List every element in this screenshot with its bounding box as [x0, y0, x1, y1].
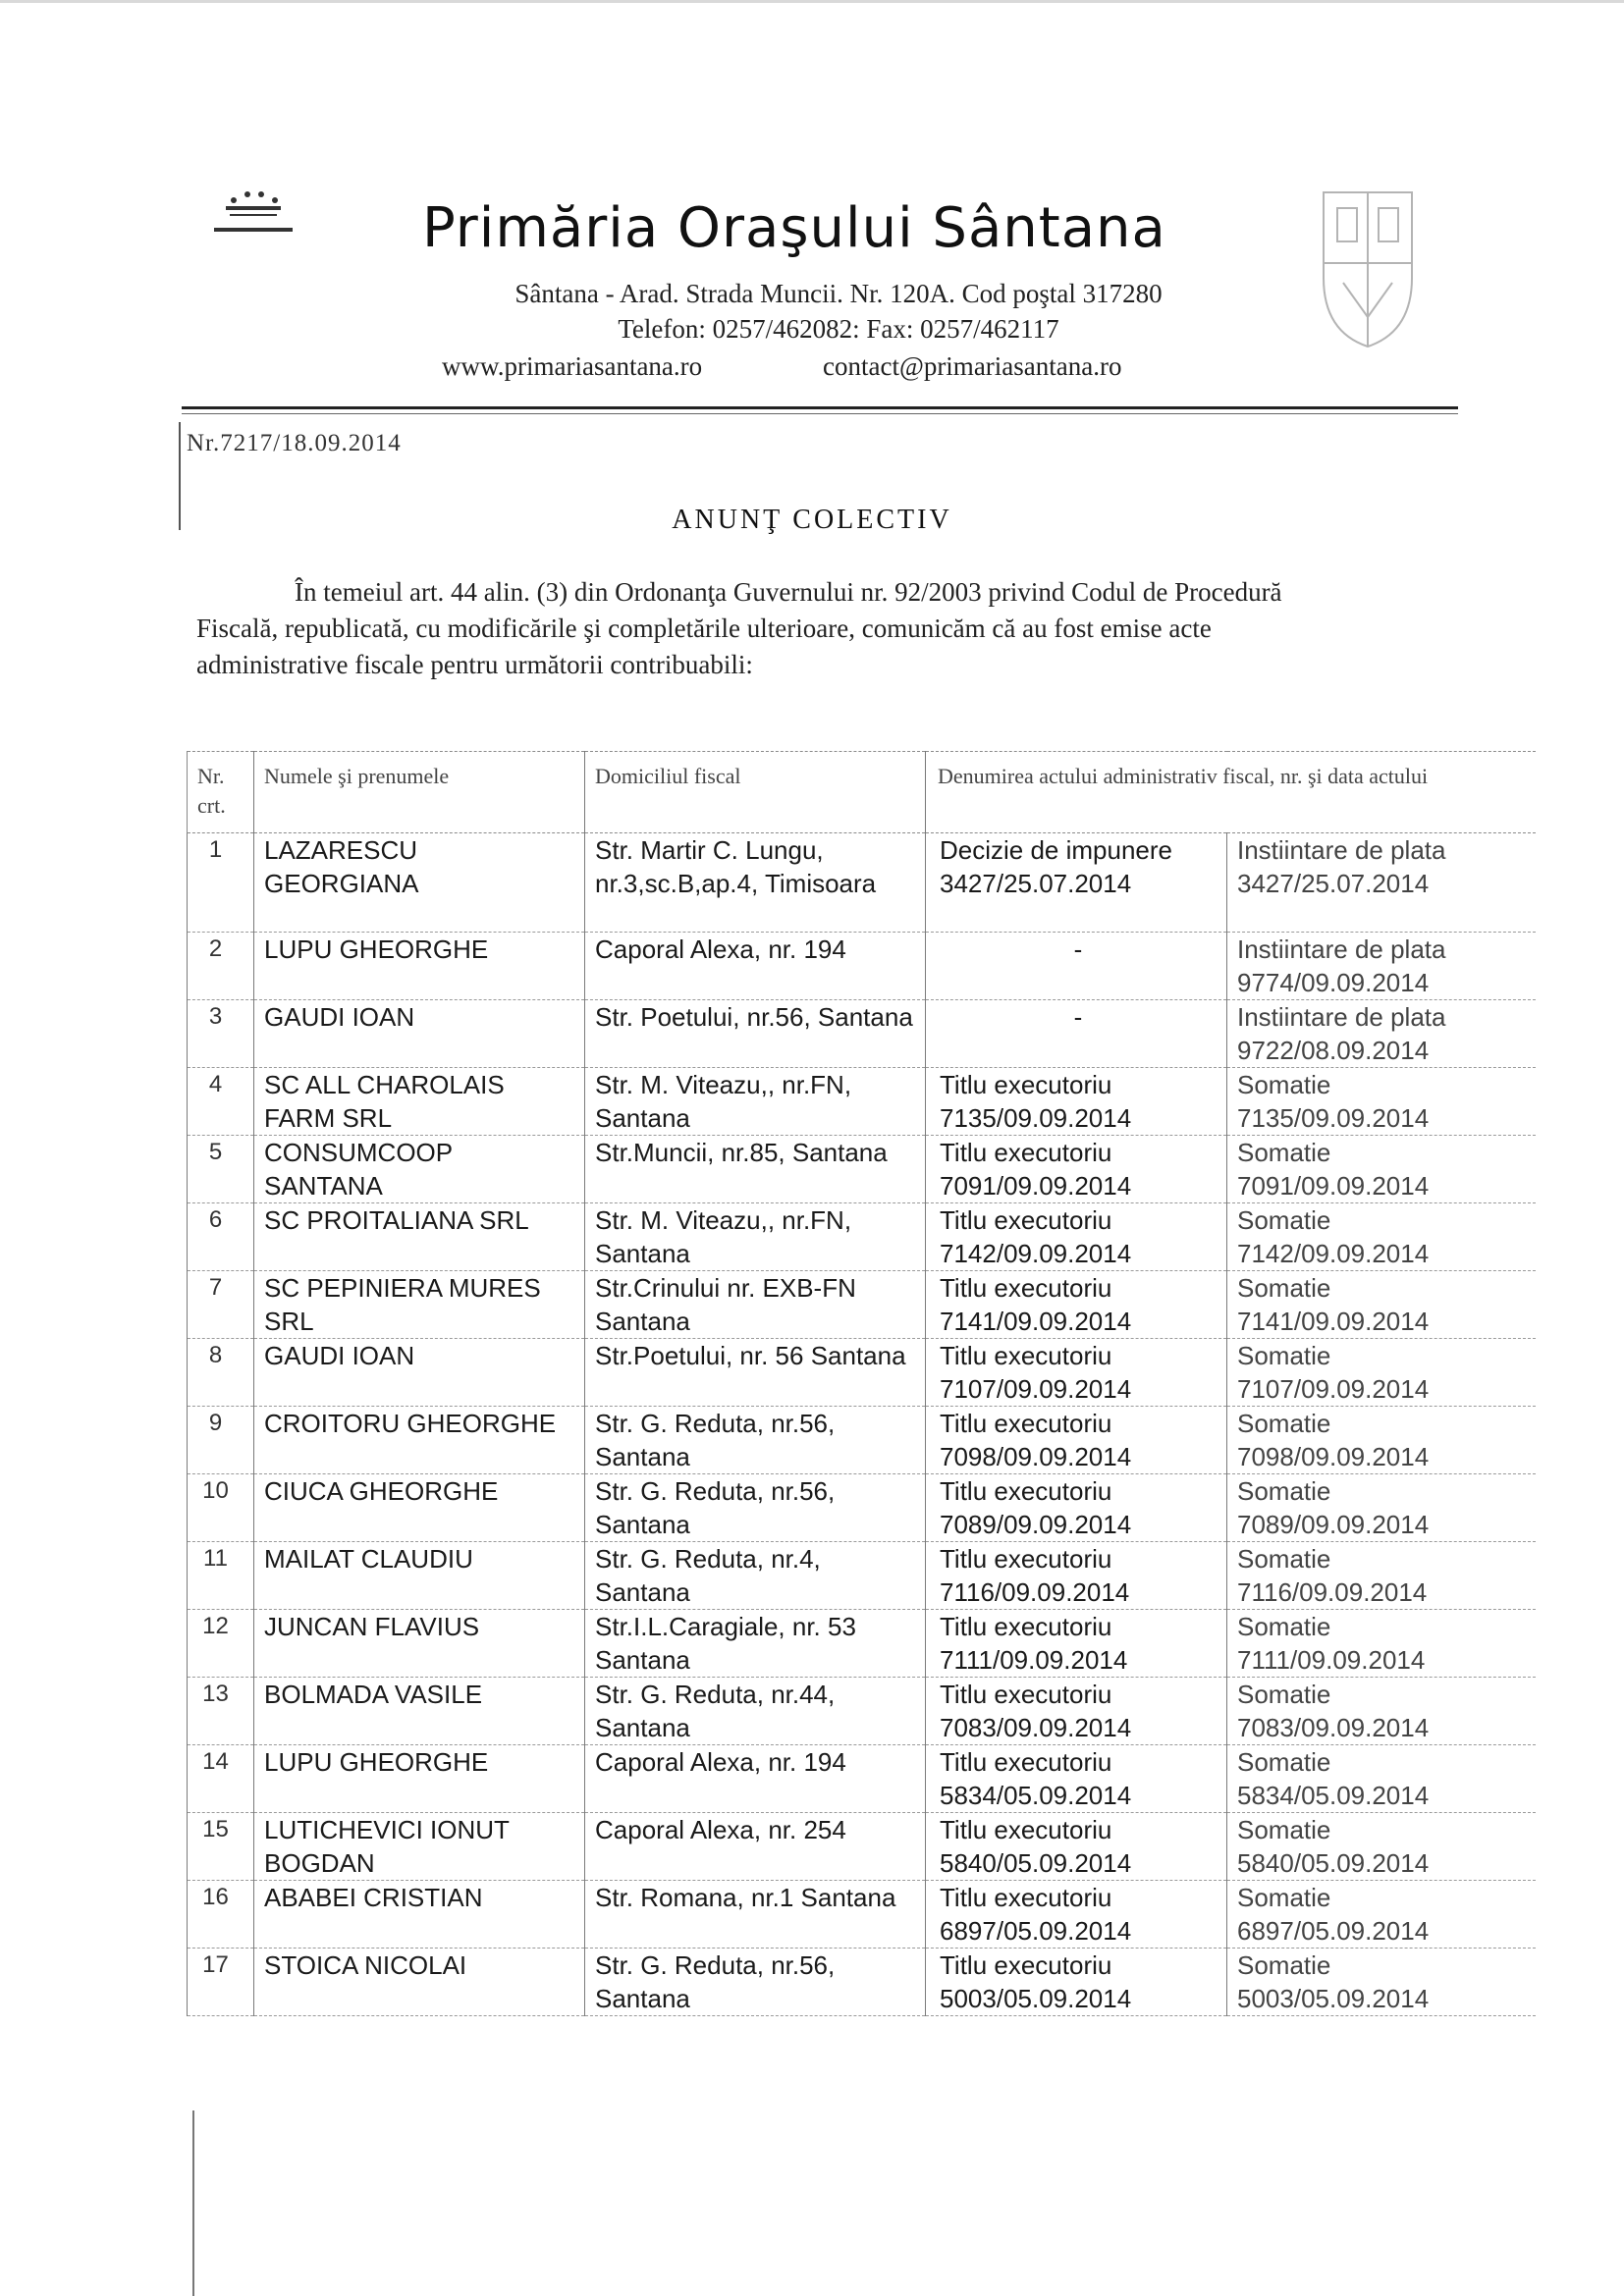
table-row	[188, 1678, 1536, 1745]
row-address: Str. Martir C. Lungu, nr.3,sc.B,ap.4, Timisoara	[585, 833, 926, 933]
intro-line: În temeiul art. 44 alin. (3) din Ordonanţa Guvernului nr. 92/2003 privind Codul de Procedură	[295, 577, 1282, 607]
row-act-type: Titlu executoriu 7142/09.09.2014	[926, 1203, 1227, 1271]
row-act-type: Titlu executoriu 7098/09.09.2014	[926, 1407, 1227, 1474]
table-row	[188, 1339, 1536, 1407]
row-name: CIUCA GHEORGHE	[254, 1474, 585, 1542]
scan-edge-top	[0, 0, 1624, 3]
row-name: GAUDI IOAN	[254, 1000, 585, 1068]
intro-line: Fiscală, republicată, cu modificările şi completările ulterioare, comunicăm că au fost emise acte	[196, 614, 1212, 643]
row-nr: 1	[188, 833, 254, 933]
row-address: Str. G. Reduta, nr.4, Santana	[585, 1542, 926, 1610]
table-row	[188, 1949, 1536, 2016]
row-name: MAILAT CLAUDIU	[254, 1542, 585, 1610]
row-act-type: -	[926, 1000, 1227, 1068]
table-row	[188, 1813, 1536, 1881]
table-row	[188, 933, 1536, 1000]
header-nr: Nr. crt.	[188, 752, 254, 833]
row-act-notice: Somatie 5840/05.09.2014	[1227, 1813, 1536, 1881]
row-act-notice: Instiintare de plata 9722/08.09.2014	[1227, 1000, 1536, 1068]
row-act-type: Titlu executoriu 6897/05.09.2014	[926, 1881, 1227, 1949]
row-address: Caporal Alexa, nr. 194	[585, 1745, 926, 1813]
row-act-type: Decizie de impunere 3427/25.07.2014	[926, 833, 1227, 933]
table-row	[188, 1203, 1536, 1271]
header-address: Sântana - Arad. Strada Muncii. Nr. 120A. Cod poştal 317280	[514, 279, 1163, 308]
row-act-type: Titlu executoriu 7135/09.09.2014	[926, 1068, 1227, 1136]
table-row	[188, 1068, 1536, 1136]
row-nr: 14	[188, 1745, 254, 1813]
header-divider-thin	[182, 413, 1458, 414]
row-address: Str.Muncii, nr.85, Santana	[585, 1136, 926, 1203]
row-act-notice: Somatie 6897/05.09.2014	[1227, 1881, 1536, 1949]
row-nr: 16	[188, 1881, 254, 1949]
row-nr: 2	[188, 933, 254, 1000]
header-act: Denumirea actului administrativ fiscal, nr. şi data actului	[926, 752, 1536, 833]
row-act-type: Titlu executoriu 7091/09.09.2014	[926, 1136, 1227, 1203]
row-act-notice: Somatie 7098/09.09.2014	[1227, 1407, 1536, 1474]
row-name: SC PROITALIANA SRL	[254, 1203, 585, 1271]
table-row	[188, 1610, 1536, 1678]
row-act-type: Titlu executoriu 5834/05.09.2014	[926, 1745, 1227, 1813]
row-name: BOLMADA VASILE	[254, 1678, 585, 1745]
row-address: Str. G. Reduta, nr.56, Santana	[585, 1407, 926, 1474]
row-address: Str. Romana, nr.1 Santana	[585, 1881, 926, 1949]
table-row	[188, 1474, 1536, 1542]
table-row	[188, 1407, 1536, 1474]
row-act-notice: Somatie 7091/09.09.2014	[1227, 1136, 1536, 1203]
row-act-type: Titlu executoriu 5003/05.09.2014	[926, 1949, 1227, 2016]
table-row	[188, 1881, 1536, 1949]
table-row	[188, 1271, 1536, 1339]
row-name: LUPU GHEORGHE	[254, 933, 585, 1000]
row-act-notice: Somatie 5834/05.09.2014	[1227, 1745, 1536, 1813]
header-divider	[182, 406, 1458, 409]
intro-line: administrative fiscale pentru următorii contribuabili:	[196, 650, 753, 679]
row-name: SC PEPINIERA MURES SRL	[254, 1271, 585, 1339]
row-nr: 9	[188, 1407, 254, 1474]
row-nr: 10	[188, 1474, 254, 1542]
row-name: STOICA NICOLAI	[254, 1949, 585, 2016]
row-nr: 8	[188, 1339, 254, 1407]
intro-paragraph	[196, 574, 1534, 683]
row-nr: 3	[188, 1000, 254, 1068]
page-title: Primăria Oraşului Sântana	[422, 196, 1166, 260]
row-act-notice: Instiintare de plata 9774/09.09.2014	[1227, 933, 1536, 1000]
row-address: Str. M. Viteazu,, nr.FN, Santana	[585, 1068, 926, 1136]
row-act-type: Titlu executoriu 5840/05.09.2014	[926, 1813, 1227, 1881]
row-address: Str. M. Viteazu,, nr.FN, Santana	[585, 1203, 926, 1271]
row-name: LUTICHEVICI IONUT BOGDAN	[254, 1813, 585, 1881]
row-name: SC ALL CHAROLAIS FARM SRL	[254, 1068, 585, 1136]
margin-rule-bottom	[192, 2110, 194, 2296]
row-name: CROITORU GHEORGHE	[254, 1407, 585, 1474]
document-title: ANUNŢ COLECTIV	[672, 505, 952, 535]
row-name: ABABEI CRISTIAN	[254, 1881, 585, 1949]
row-nr: 6	[188, 1203, 254, 1271]
row-address: Str. G. Reduta, nr.56, Santana	[585, 1474, 926, 1542]
table-row	[188, 1745, 1536, 1813]
table-row	[188, 1000, 1536, 1068]
row-address: Str. Poetului, nr.56, Santana	[585, 1000, 926, 1068]
row-nr: 7	[188, 1271, 254, 1339]
row-act-notice: Somatie 7111/09.09.2014	[1227, 1610, 1536, 1678]
row-nr: 13	[188, 1678, 254, 1745]
row-nr: 5	[188, 1136, 254, 1203]
row-nr: 11	[188, 1542, 254, 1610]
header-address: Domiciliul fiscal	[585, 752, 926, 833]
row-act-type: Titlu executoriu 7083/09.09.2014	[926, 1678, 1227, 1745]
table-header-row	[188, 752, 1536, 833]
row-address: Caporal Alexa, nr. 254	[585, 1813, 926, 1881]
row-act-notice: Somatie 7083/09.09.2014	[1227, 1678, 1536, 1745]
row-act-notice: Somatie 7116/09.09.2014	[1227, 1542, 1536, 1610]
row-address: Str. G. Reduta, nr.44, Santana	[585, 1678, 926, 1745]
row-act-type: Titlu executoriu 7116/09.09.2014	[926, 1542, 1227, 1610]
header-name: Numele şi prenumele	[254, 752, 585, 833]
row-name: JUNCAN FLAVIUS	[254, 1610, 585, 1678]
row-act-type: Titlu executoriu 7089/09.09.2014	[926, 1474, 1227, 1542]
town-logo-icon	[204, 185, 302, 240]
document-reference: Nr.7217/18.09.2014	[187, 430, 402, 456]
row-nr: 17	[188, 1949, 254, 2016]
row-act-notice: Somatie 7142/09.09.2014	[1227, 1203, 1536, 1271]
row-act-type: Titlu executoriu 7107/09.09.2014	[926, 1339, 1227, 1407]
row-act-notice: Instiintare de plata 3427/25.07.2014	[1227, 833, 1536, 933]
header-email-link[interactable]: contact@primariasantana.ro	[823, 351, 1122, 381]
row-act-notice: Somatie 7107/09.09.2014	[1227, 1339, 1536, 1407]
row-address: Str. G. Reduta, nr.56, Santana	[585, 1949, 926, 2016]
row-nr: 4	[188, 1068, 254, 1136]
row-act-type: Titlu executoriu 7111/09.09.2014	[926, 1610, 1227, 1678]
row-name: CONSUMCOOP SANTANA	[254, 1136, 585, 1203]
row-act-type: Titlu executoriu 7141/09.09.2014	[926, 1271, 1227, 1339]
contributors-table	[187, 751, 1536, 2016]
row-address: Str.Crinului nr. EXB-FN Santana	[585, 1271, 926, 1339]
header-phone-fax: Telefon: 0257/462082: Fax: 0257/462117	[618, 314, 1059, 344]
row-address: Str.I.L.Caragiale, nr. 53 Santana	[585, 1610, 926, 1678]
table-row	[188, 1542, 1536, 1610]
row-act-notice: Somatie 7089/09.09.2014	[1227, 1474, 1536, 1542]
row-act-type: -	[926, 933, 1227, 1000]
row-act-notice: Somatie 7135/09.09.2014	[1227, 1068, 1536, 1136]
row-name: LAZARESCU GEORGIANA	[254, 833, 585, 933]
row-address: Caporal Alexa, nr. 194	[585, 933, 926, 1000]
row-nr: 15	[188, 1813, 254, 1881]
row-address: Str.Poetului, nr. 56 Santana	[585, 1339, 926, 1407]
header-website-link[interactable]: www.primariasantana.ro	[442, 351, 703, 381]
row-name: LUPU GHEORGHE	[254, 1745, 585, 1813]
table-row	[188, 1136, 1536, 1203]
row-nr: 12	[188, 1610, 254, 1678]
coat-of-arms-icon	[1314, 185, 1422, 351]
row-name: GAUDI IOAN	[254, 1339, 585, 1407]
row-act-notice: Somatie 5003/05.09.2014	[1227, 1949, 1536, 2016]
row-act-notice: Somatie 7141/09.09.2014	[1227, 1271, 1536, 1339]
table-row	[188, 833, 1536, 933]
